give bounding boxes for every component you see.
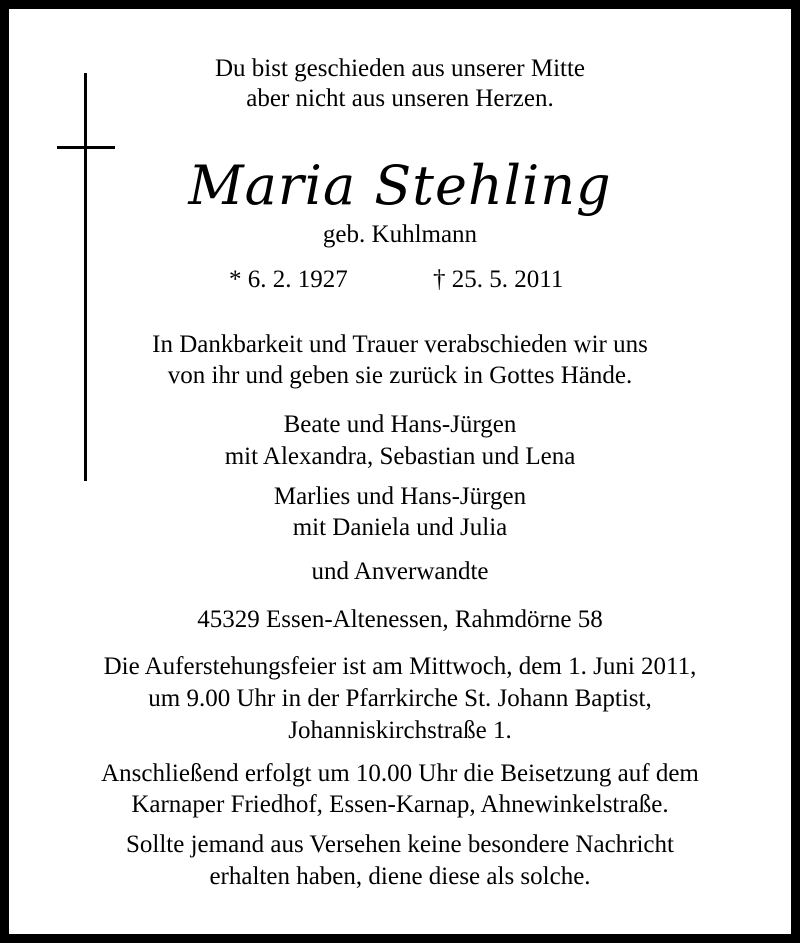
dedication-line-1: In Dankbarkeit und Trauer verabschieden wir uns: [152, 331, 648, 358]
note-line-1: Sollte jemand aus Versehen keine besondere Nachricht: [126, 831, 674, 858]
burial-line-2: Karnaper Friedhof, Essen-Karnap, Ahnewinkelstraße.: [131, 791, 669, 818]
note-line-2: erhalten haben, diene diese als solche.: [209, 863, 591, 890]
service-line-3: Johanniskirchstraße 1.: [288, 717, 512, 744]
cross-icon-horizontal: [57, 146, 115, 149]
maiden-name: geb. Kuhlmann: [322, 221, 478, 248]
deceased-name: Maria Stehling: [188, 154, 612, 217]
family2-line-2: mit Daniela und Julia: [292, 514, 508, 541]
death-date: † 25. 5. 2011: [433, 266, 564, 293]
burial-line-1: Anschließend erfolgt um 10.00 Uhr die Beisetzung auf dem: [101, 760, 699, 787]
birth-date: * 6. 2. 1927: [229, 266, 348, 293]
family1-line-1: Beate und Hans-Jürgen: [283, 411, 517, 438]
life-dates: [0, 265, 800, 295]
motto-line-1: Du bist geschieden aus unserer Mitte: [214, 55, 586, 82]
family2-line-1: Marlies und Hans-Jürgen: [273, 483, 527, 510]
relatives: und Anverwandte: [311, 558, 489, 585]
dedication-line-2: von ihr und geben sie zurück in Gottes Hände.: [167, 362, 633, 389]
service-line-2: um 9.00 Uhr in der Pfarrkirche St. Johann Baptist,: [148, 685, 652, 712]
family1-line-2: mit Alexandra, Sebastian und Lena: [224, 443, 576, 470]
motto-line-2: aber nicht aus unseren Herzen.: [246, 85, 554, 112]
address: 45329 Essen-Altenessen, Rahmdörne 58: [197, 606, 603, 633]
service-line-1: Die Auferstehungsfeier ist am Mittwoch, dem 1. Juni 2011,: [103, 653, 697, 680]
